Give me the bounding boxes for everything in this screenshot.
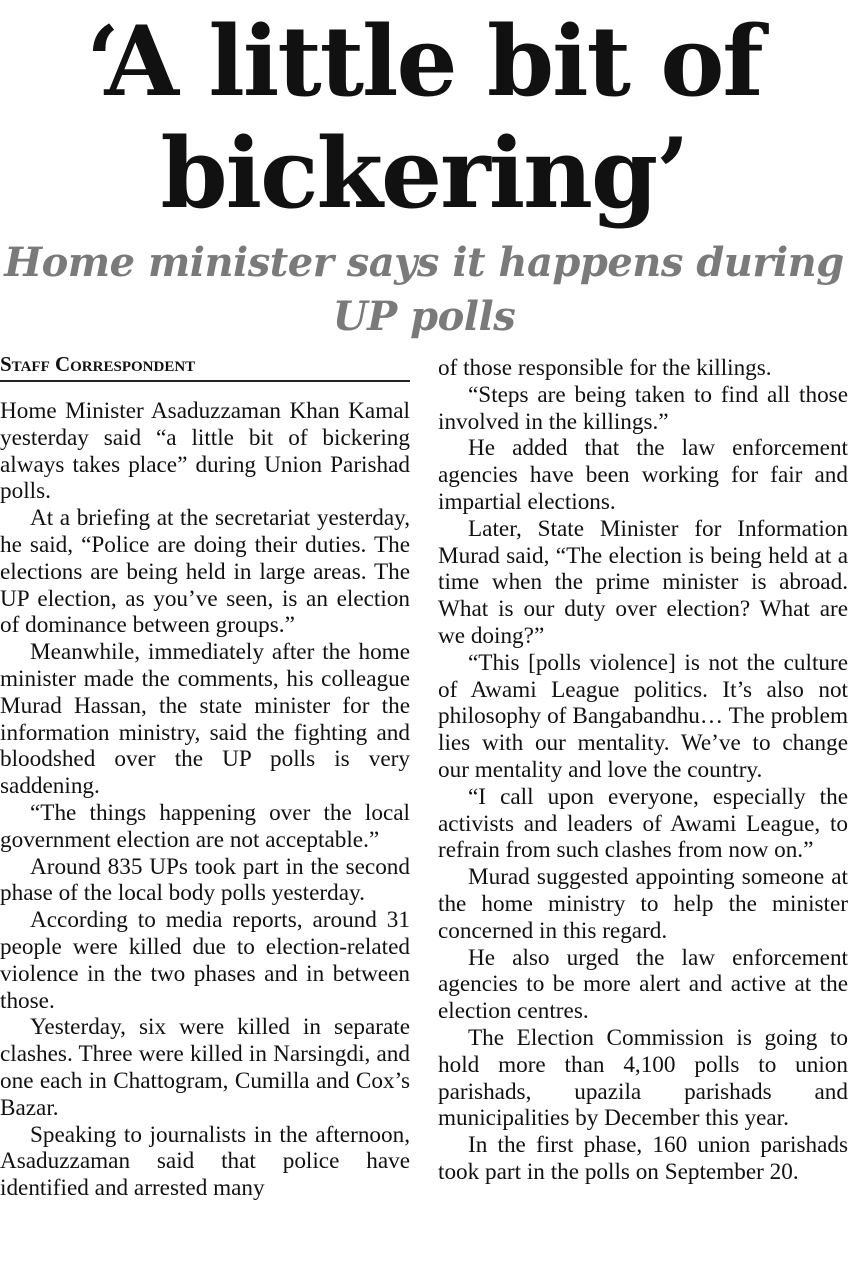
paragraph: Later, State Minister for Information Murad said, “The election is being held at a time when the prime minister is abroad. What is our duty over election? What are we doing?” [438,515,848,649]
paragraph: At a briefing at the secretariat yesterday, he said, “Police are doing their duties. The elections are being held in large areas. The UP election, as you’ve seen, is an election of dominance between groups.” [0,505,410,639]
paragraph: of those responsible for the killings. [438,355,772,381]
subheadline: Home minister says it happens during UP polls [4,239,844,340]
paragraph: Murad suggested appointing someone at the home ministry to help the minister concerned in this regard. [438,864,848,944]
article-column-right [438,355,848,1186]
paragraph: According to media reports, around 31 people were killed due to election-related violence in the two phases and in between those. [0,907,410,1014]
paragraph: Meanwhile, immediately after the home minister made the comments, his colleague Murad Hassan, the state minister for the information ministry, said the fighting and bloodshed over the UP polls is very saddening. [0,639,410,800]
paragraph: Yesterday, six were killed in separate clashes. Three were killed in Narsingdi, and one each in Chattogram, Cumilla and Cox’s Bazar. [0,1014,410,1121]
paragraph: He also urged the law enforcement agencies to be more alert and active at the election centres. [438,944,848,1025]
paragraph: Around 835 UPs took part in the second phase of the local body polls yesterday. [0,853,410,907]
article-column-left [0,398,410,1202]
paragraph: “This [polls violence] is not the culture of Awami League politics. It’s also not philosophy of Bangabandhu… The problem lies with our mentality. We’ve to change our mentality and love the country. [438,649,848,783]
paragraph: In the first phase, 160 union parishads took part in the polls on September 20. [438,1132,848,1185]
paragraph: He added that the law enforcement agencies have been working for fair and impartial elections. [438,435,848,515]
paragraph: The Election Commission is going to hold more than 4,100 polls to union parishads, upazila parishads and municipalities by December this year. [438,1024,848,1132]
headline: ‘A little bit of bickering’ [86,5,762,230]
paragraph: “Steps are being taken to find all those involved in the killings.” [438,381,848,435]
paragraph: “The things happening over the local government election are not acceptable.” [0,799,410,853]
byline: Staff Correspondent [0,352,410,382]
paragraph: “I call upon everyone, especially the activists and leaders of Awami League, to refrain from such clashes from now on.” [438,783,848,864]
paragraph: Home Minister Asaduzzaman Khan Kamal yesterday said “a little bit of bickering always takes place” during Union Parishad polls. [0,398,410,505]
paragraph: Speaking to journalists in the afternoon, Asaduzzaman said that police have identified and arrested many [0,1121,410,1202]
